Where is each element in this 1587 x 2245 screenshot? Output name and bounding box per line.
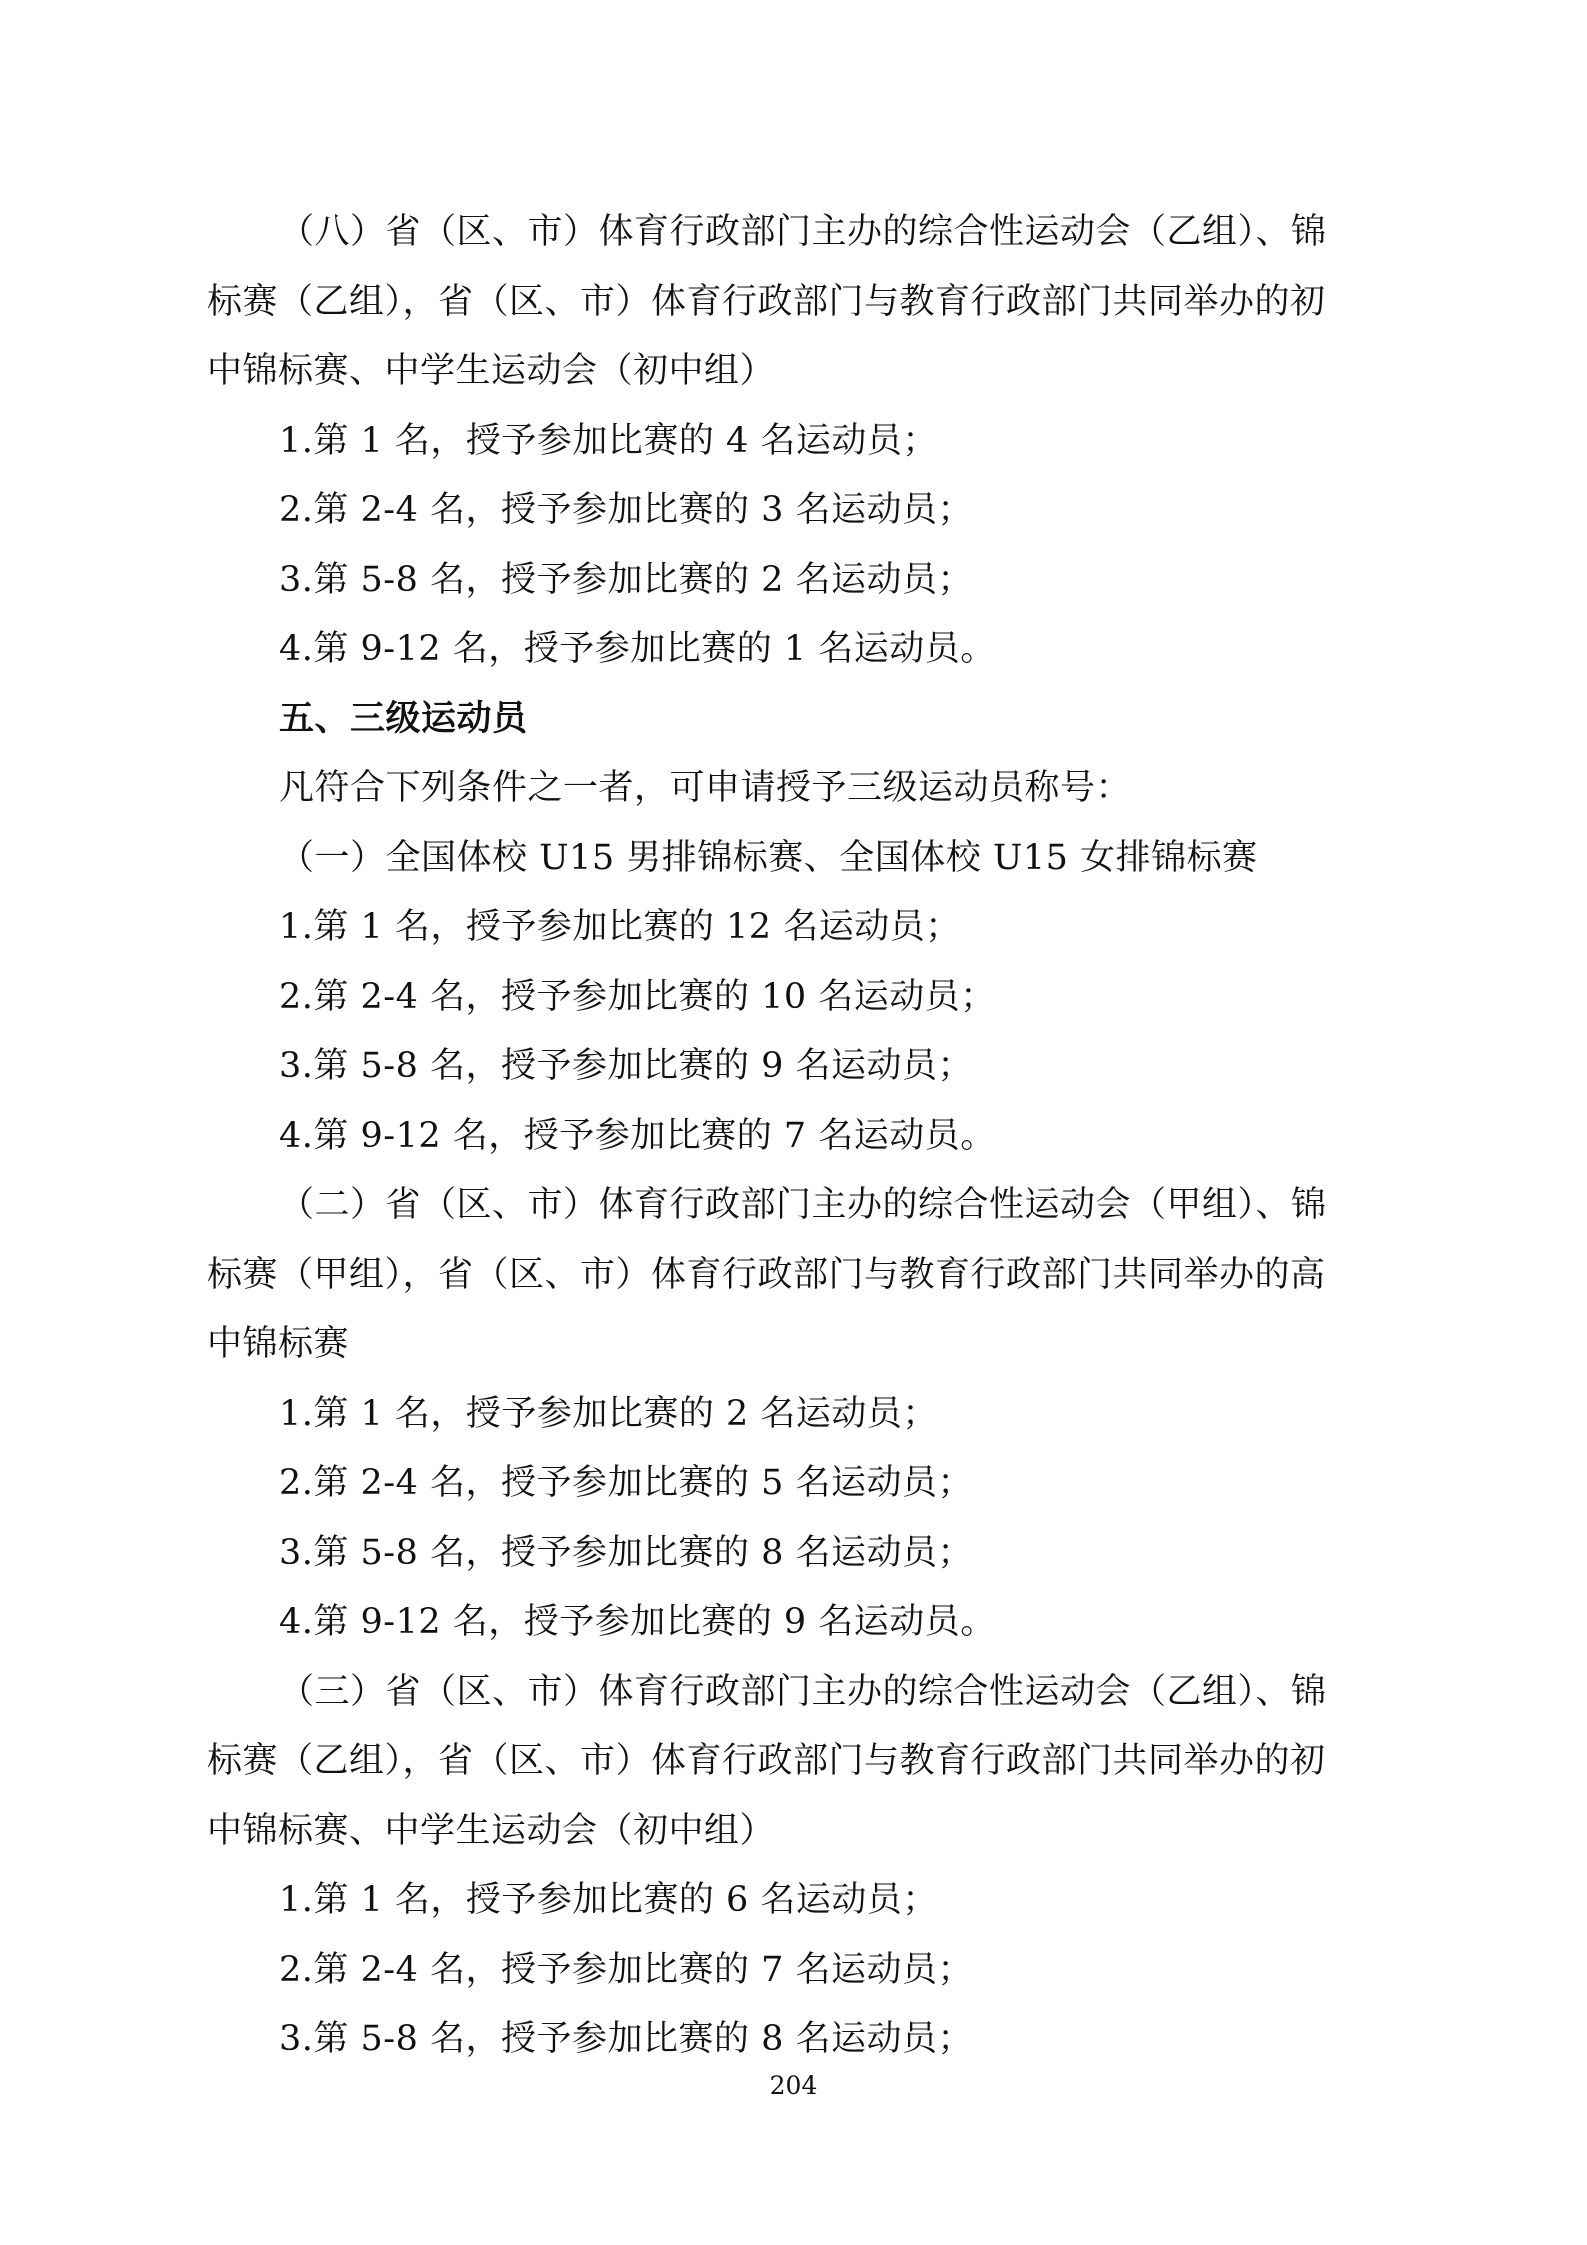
list-item: 3.第 5-8 名，授予参加比赛的 9 名运动员； [279,1046,974,1086]
paragraph-line: 中锦标赛、中学生运动会（初中组） [207,351,776,391]
list-item: 1.第 1 名，授予参加比赛的 12 名运动员； [279,907,961,947]
list-item: 4.第 9-12 名，授予参加比赛的 7 名运动员。 [279,1115,996,1156]
paragraph-line: （八）省（区、市）体育行政部门主办的综合性运动会（乙组）、锦 [279,212,1327,252]
paragraph-line: 中锦标赛 [207,1324,350,1364]
list-item: 1.第 1 名，授予参加比赛的 4 名运动员； [279,420,938,461]
paragraph-line: （一）全国体校 U15 男排锦标赛、全国体校 U15 女排锦标赛 [279,837,1258,878]
paragraph-line: （二）省（区、市）体育行政部门主办的综合性运动会（甲组）、锦 [279,1185,1327,1225]
list-item: 2.第 2-4 名，授予参加比赛的 3 名运动员； [279,490,974,530]
list-item: 2.第 2-4 名，授予参加比赛的 5 名运动员； [279,1463,974,1503]
list-item: 3.第 5-8 名，授予参加比赛的 8 名运动员； [279,1532,974,1573]
list-item: 1.第 1 名，授予参加比赛的 2 名运动员； [279,1393,938,1434]
document-body [207,198,1390,2075]
list-item: 2.第 2-4 名，授予参加比赛的 7 名运动员； [279,1949,974,1990]
paragraph-line: （三）省（区、市）体育行政部门主办的综合性运动会（乙组）、锦 [279,1671,1327,1712]
list-item: 4.第 9-12 名，授予参加比赛的 9 名运动员。 [279,1602,996,1642]
paragraph-line: 标赛（乙组），省（区、市）体育行政部门与教育行政部门共同举办的初 [207,281,1326,322]
list-item: 4.第 9-12 名，授予参加比赛的 1 名运动员。 [279,629,996,669]
list-item: 2.第 2-4 名，授予参加比赛的 10 名运动员； [279,976,996,1017]
section-heading: 五、三级运动员 [279,698,528,739]
paragraph-line: 凡符合下列条件之一者，可申请授予三级运动员称号： [279,768,1132,808]
list-item: 3.第 5-8 名，授予参加比赛的 8 名运动员； [279,2019,974,2059]
paragraph-line: 中锦标赛、中学生运动会（初中组） [207,1810,776,1851]
paragraph-line: 标赛（甲组），省（区、市）体育行政部门与教育行政部门共同举办的高 [207,1254,1326,1295]
paragraph-line: 标赛（乙组），省（区、市）体育行政部门与教育行政部门共同举办的初 [207,1741,1326,1781]
list-item: 1.第 1 名，授予参加比赛的 6 名运动员； [279,1880,938,1920]
page-number: 204 [769,2071,818,2100]
list-item: 3.第 5-8 名，授予参加比赛的 2 名运动员； [279,559,974,600]
